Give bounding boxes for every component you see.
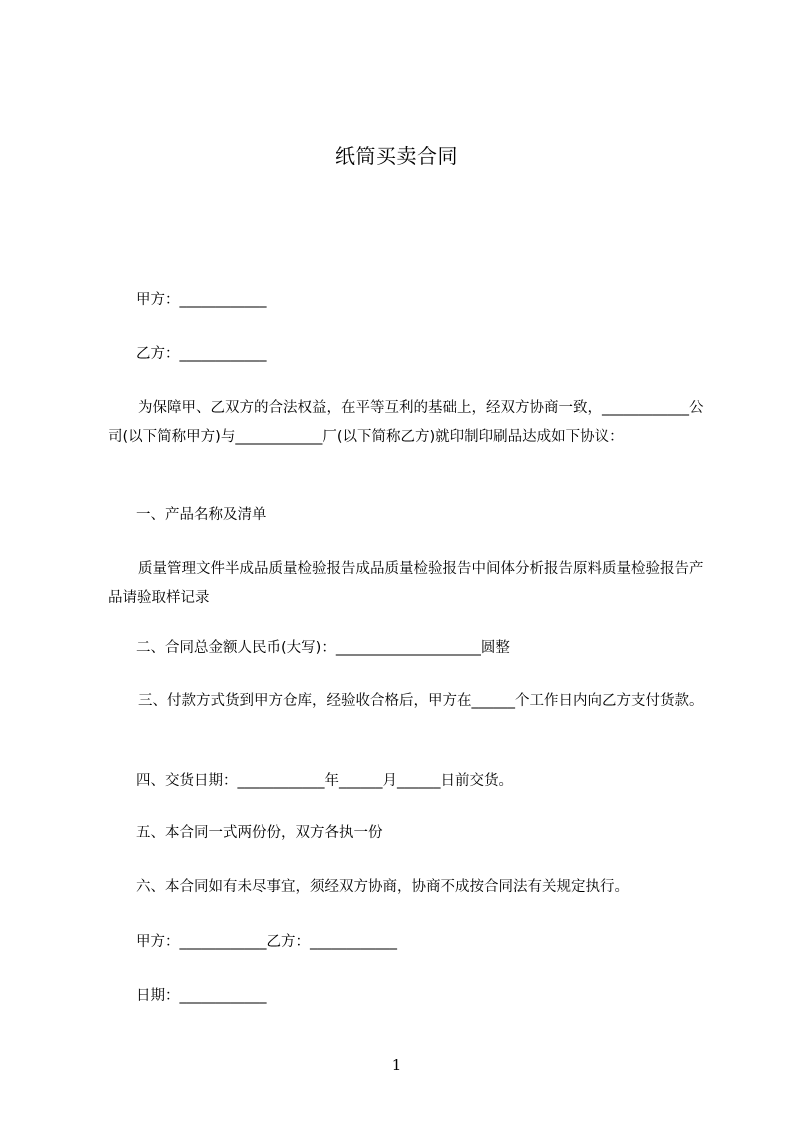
clause6-disputes: 六、本合同如有未尽事宜，须经双方协商，协商不成按合同法有关规定执行。 <box>136 879 629 895</box>
clause1-heading: 一、产品名称及清单 <box>136 507 267 523</box>
clause1-body-paragraph <box>108 555 708 613</box>
intro-paragraph <box>108 394 708 452</box>
party-b-line: 乙方：____________ <box>136 346 267 362</box>
document-title: 纸筒买卖合同 <box>335 144 458 168</box>
clause3-paragraph <box>108 687 708 716</box>
clause4-delivery-date: 四、交货日期：____________年______月______日前交货。 <box>136 773 513 789</box>
page-number: 1 <box>391 1056 402 1074</box>
clause2-total-amount: 二、合同总金额人民币(大写)：____________________圆整 <box>136 640 510 656</box>
signature-line: 甲方：____________乙方：____________ <box>136 934 397 950</box>
clause1-body: 质量管理文件半成品质量检验报告成品质量检验报告中间体分析报告原料质量检验报告产品请验取样记录 <box>108 561 704 606</box>
clause3-payment: 三、付款方式货到甲方仓库，经验收合格后，甲方在______个工作日内向乙方支付货款。 <box>138 693 704 709</box>
party-a-line: 甲方：____________ <box>136 292 267 308</box>
date-line: 日期：____________ <box>136 988 267 1004</box>
clause5-copies: 五、本合同一式两份份，双方各执一份 <box>136 825 383 841</box>
intro-text: 为保障甲、乙双方的合法权益，在平等互利的基础上，经双方协商一致，____________公司(以下简称甲方)与____________厂(以下简称乙方)就印制印刷品达成如下协议： <box>108 400 704 445</box>
